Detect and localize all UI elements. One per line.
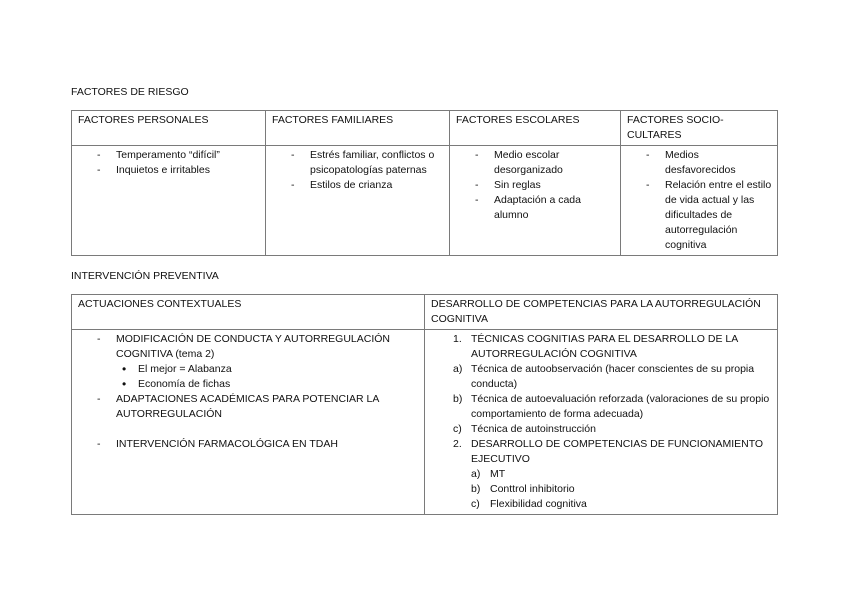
list-item-text: TÉCNICAS COGNITIAS PARA EL DESARROLLO DE LA AUTORREGULACIÓN COGNITIVA [471,333,738,360]
list-marker: a) [471,468,481,480]
list-item-text: Flexibilidad cognitiva [490,498,587,510]
cell-socioculturales [621,146,778,256]
header-escolares: FACTORES ESCOLARES [450,111,621,146]
cell-familiares [266,146,450,256]
list-item-text: MODIFICACIÓN DE CONDUCTA Y AUTORREGULACIÓN COGNITIVA (tema 2) [116,333,391,360]
list-item-text: Técnica de autoinstrucción [471,423,596,435]
list-marker: b) [471,483,481,495]
preventive-intervention-title: INTERVENCIÓN PREVENTIVA [71,270,219,282]
list-item-text: Técnica de autoobservación (hacer conscientes de su propia conducta) [471,363,755,390]
numbered-item [431,437,772,467]
list-item: - Estilos de crianza [272,178,444,193]
list-item-text: DESARROLLO DE COMPETENCIAS DE FUNCIONAMIENTO EJECUTIVO [471,438,764,465]
cell-personales [72,146,266,256]
intervention-content-row [72,330,778,515]
header-contextuales: ACTUACIONES CONTEXTUALES [72,295,425,330]
list-item-text: Conttrol inhibitorio [490,483,575,495]
preventive-intervention-table [71,294,778,515]
list-marker: c) [471,498,480,510]
list-marker: b) [453,393,463,405]
list-item: - Estrés familiar, conflictos o psicopatologías paternas [272,148,444,178]
list-marker: 2. [453,438,462,450]
lettered-item [431,422,772,437]
header-competencias: DESARROLLO DE COMPETENCIAS PARA LA AUTORREGULACIÓN COGNITIVA [425,295,778,330]
risk-factors-table [71,110,778,256]
list-marker: a) [453,363,463,375]
list-marker: c) [453,423,462,435]
list-item: - Inquietos e irritables [78,163,260,178]
list-item [78,332,419,362]
list-marker: 1. [453,333,462,345]
cell-competencias [425,330,778,515]
list-item-text: MT [490,468,506,480]
list-item: - ADAPTACIONES ACADÉMICAS PARA POTENCIAR LA AUTORREGULACIÓN [78,392,419,422]
list-item: - Temperamento “difícil” [78,148,260,163]
list-item: - Medio escolar desorganizado [456,148,615,178]
list-item: - INTERVENCIÓN FARMACOLÓGICA EN TDAH [78,437,419,452]
header-familiares: FACTORES FAMILIARES [266,111,450,146]
lettered-item [431,467,772,482]
sub-list-item: • El mejor = Alabanza [78,362,419,377]
lettered-item [431,362,772,392]
lettered-item [431,497,772,512]
cell-escolares [450,146,621,256]
risk-content-row [72,146,778,256]
intervention-header-row [72,295,778,330]
list-item: - Relación entre el estilo de vida actual y las dificultades de autorregulación cognitiva [627,178,772,253]
list-item: - Adaptación a cada alumno [456,193,615,223]
header-socioculturales: FACTORES SOCIO-CULTARES [621,111,778,146]
cell-contextuales [72,330,425,515]
list-item: - Medios desfavorecidos [627,148,772,178]
risk-header-row [72,111,778,146]
list-item-text: Técnica de autoevaluación reforzada (valoraciones de su propio comportamiento de forma adecuada) [471,393,770,420]
lettered-item [431,392,772,422]
risk-factors-title: FACTORES DE RIESGO [71,86,189,98]
sub-list-item: • Economía de fichas [78,377,419,392]
lettered-item [431,482,772,497]
numbered-item [431,332,772,362]
list-item: - Sin reglas [456,178,615,193]
header-personales: FACTORES PERSONALES [72,111,266,146]
